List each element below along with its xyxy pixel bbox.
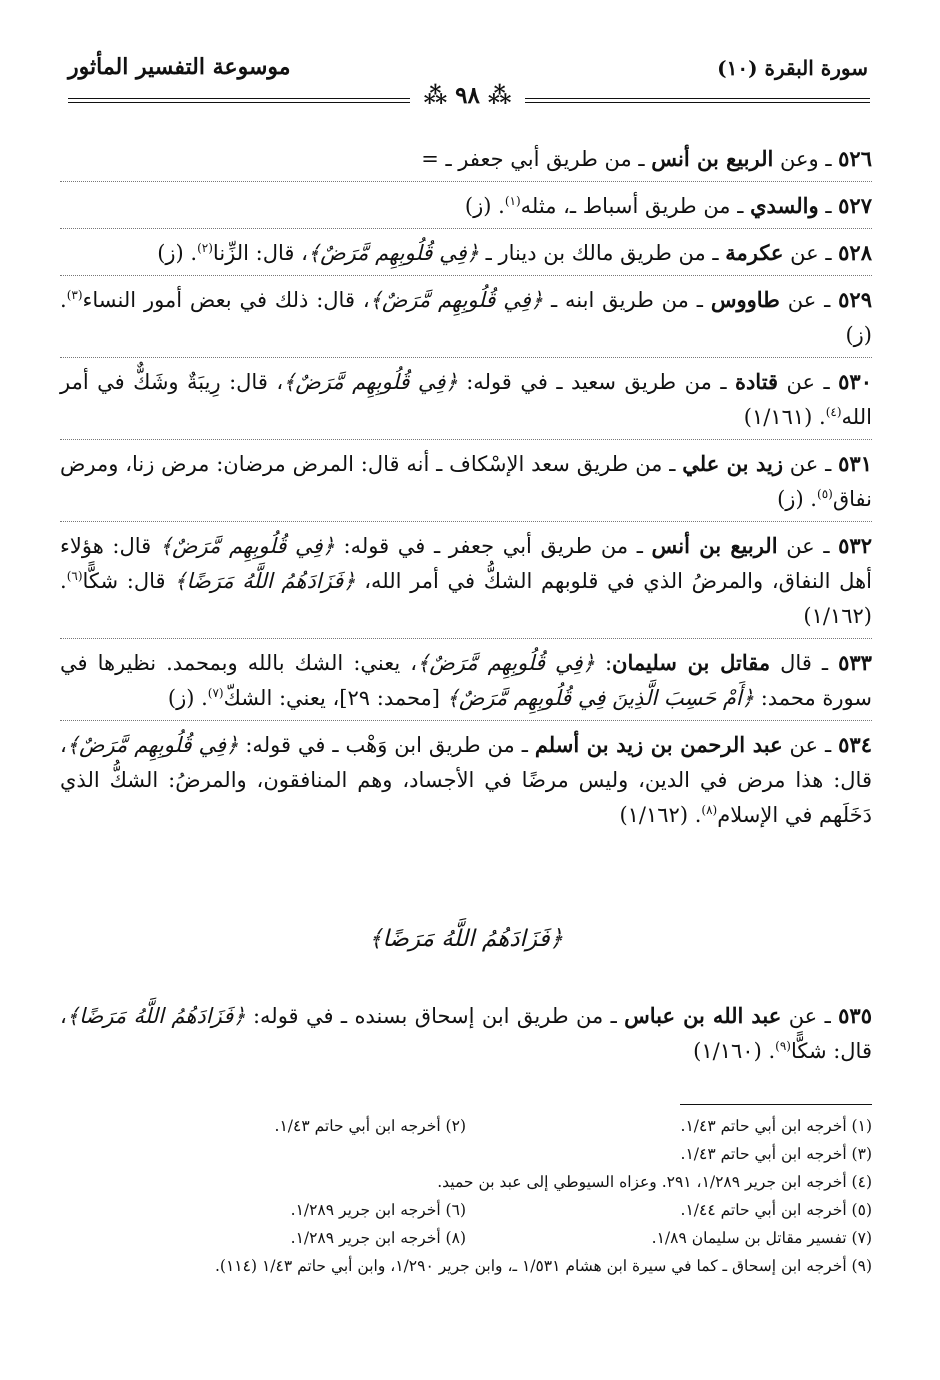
entry-text: ـ من طريق سعد الإسْكاف ـ أنه قال: المرض مرضان: مرض زنا، ومرض نفاق xyxy=(60,452,872,511)
entry-text: ـ من طريق سعيد ـ في قوله: xyxy=(457,370,735,394)
book-title: موسوعة التفسير المأثور xyxy=(68,54,291,80)
entry-source: . (١/١٦٢) xyxy=(619,803,702,827)
entry-text: : xyxy=(594,651,613,675)
entry-text: ـ عن xyxy=(779,288,839,312)
entry-text: ، قال: هذا مرض في الدين، وليس مرضًا في الأجساد، وهم المنافقون، والمرضُ: الشكُّ الذي دَخَلَهم في الإسلام xyxy=(60,733,872,827)
footnote-row xyxy=(60,1196,872,1224)
entry-text: ، قال: الزِّنا xyxy=(212,241,308,265)
footnote-8: (٨) أخرجه ابن جرير ١/٢٨٩. xyxy=(290,1229,466,1247)
quran-verse: ﴿فِي قُلُوبِهِم مَّرَضٌ﴾ xyxy=(159,534,335,558)
entry-source: . (١/١٦١) xyxy=(743,405,826,429)
surah-title: سورة البقرة (١٠) xyxy=(717,56,868,80)
entry-534 xyxy=(60,721,872,837)
entry-source: . (ز) xyxy=(60,288,872,347)
footnote-row xyxy=(60,1112,872,1140)
entry-529 xyxy=(60,276,872,358)
entry-text: ـ عن xyxy=(782,452,839,476)
narrator-name: طاووس xyxy=(710,287,780,312)
entry-text: ـ من طريق مالك بن دينار ـ xyxy=(478,241,726,265)
entry-text: ـ من طريق ابنه ـ xyxy=(543,288,711,312)
section-verse-heading: ﴿فَزَادَهُمُ اللَّهُ مَرَضًا﴾ xyxy=(368,926,564,952)
narrator-name: زيد بن علي xyxy=(682,451,783,476)
entry-text: ، قال: ذلك في بعض أمور النساء xyxy=(82,288,370,312)
quran-verse: ﴿فِي قُلُوبِهِم مَّرَضٌ﴾ xyxy=(417,651,595,675)
entry-text: قال: شكًّا xyxy=(82,569,175,593)
entry-text: ـ عن xyxy=(778,370,839,394)
footnote-1: (١) أخرجه ابن أبي حاتم ١/٤٣. xyxy=(680,1117,872,1135)
quran-verse: ﴿أَمْ حَسِبَ الَّذِينَ فِي قُلُوبِهِم مَّرَضٌ﴾ xyxy=(446,686,755,710)
footnote-separator xyxy=(680,1104,872,1105)
footnote-row xyxy=(60,1140,872,1168)
quran-verse: ﴿فِي قُلُوبِهِم مَّرَضٌ﴾ xyxy=(283,370,458,394)
narrator-name: الربيع بن أنس xyxy=(651,533,778,558)
footnote-4: (٤) أخرجه ابن جرير ١/٢٨٩، ٢٩١. وعزاه السيوطي إلى عبد بن حميد. xyxy=(437,1173,872,1191)
entry-text: ـ من طريق أبي جعفر ـ في قوله: xyxy=(334,534,652,558)
header-rule-left xyxy=(68,98,410,103)
entry-number: ٥٣٤ xyxy=(838,732,872,757)
footnote-row xyxy=(60,1252,872,1280)
entry-530 xyxy=(60,358,872,440)
footnote-3: (٣) أخرجه ابن أبي حاتم ١/٤٣. xyxy=(680,1145,872,1163)
narrator-name: عبد الرحمن بن زيد بن أسلم xyxy=(534,732,783,757)
entry-number: ٥٣٢ xyxy=(838,533,872,558)
entry-text: ـ من طريق أسباط ـ، مثله xyxy=(520,194,751,218)
quran-verse: ﴿فَزَادَهُمُ اللَّهُ مَرَضًا﴾ xyxy=(66,1004,246,1028)
narrator-name: قتادة xyxy=(734,369,779,394)
footnote-9: (٩) أخرجه ابن إسحاق ـ كما في سيرة ابن هشام ١/٥٣١ ـ، وابن جرير ١/٢٩٠، وابن أبي حاتم ١/٤٣ (١١٤). xyxy=(215,1257,872,1275)
footnote-ref: (٢) xyxy=(197,241,213,255)
footnote-row xyxy=(60,1168,872,1196)
page-number: ⁂ ٩٨ ⁂ xyxy=(423,82,512,109)
entry-text: ـ عن xyxy=(782,733,839,757)
entry-number: ٥٣٥ xyxy=(838,1003,872,1028)
entry-text: ، قال: شكًّا xyxy=(60,1004,872,1063)
entry-number: ٥٢٦ xyxy=(838,146,872,171)
entry-text: ـ عن xyxy=(783,241,839,265)
entry-source: . (ز) xyxy=(157,241,198,265)
narrator-name: والسدي xyxy=(750,193,819,218)
entry-527 xyxy=(60,182,872,229)
entry-text: ـ وعن xyxy=(773,147,839,171)
footnote-5: (٥) أخرجه ابن أبي حاتم ١/٤٤. xyxy=(680,1201,872,1219)
footnote-ref: (٧) xyxy=(207,686,224,700)
footnote-ref: (٥) xyxy=(817,487,833,501)
entry-source: . (ز) xyxy=(167,686,208,710)
narrator-name: عبد الله بن عباس xyxy=(624,1003,782,1028)
footnote-7: (٧) تفسير مقاتل بن سليمان ١/٨٩. xyxy=(651,1229,872,1247)
header-rule-right xyxy=(525,98,870,103)
entry-text: ـ عن xyxy=(781,1004,839,1028)
entry-source: . (١/١٦٠) xyxy=(693,1039,776,1063)
entry-text: [محمد: ٢٩]، يعني: الشكّ xyxy=(223,686,447,710)
entry-number: ٥٢٨ xyxy=(838,240,872,265)
entry-number: ٥٣٣ xyxy=(838,650,872,675)
entry-text: ـ عن xyxy=(777,534,839,558)
footnote-ref: (٦) xyxy=(66,569,83,583)
entry-number: ٥٣٠ xyxy=(838,369,872,394)
quran-verse: ﴿فِي قُلُوبِهِم مَّرَضٌ﴾ xyxy=(66,733,239,757)
footnote-ref: (٩) xyxy=(775,1039,791,1053)
entry-text: ، قال: رِيبَةٌ وشَكٌّ في أمر الله xyxy=(60,370,872,429)
entries-list xyxy=(60,135,872,837)
entry-text: ـ xyxy=(818,194,839,218)
entry-531 xyxy=(60,440,872,522)
narrator-name: الربيع بن أنس xyxy=(651,146,774,171)
entry-number: ٥٢٩ xyxy=(838,287,872,312)
entry-source: . (ز) xyxy=(777,487,817,511)
entry-text: ـ قال xyxy=(770,651,839,675)
entry-source: . (ز) xyxy=(464,194,505,218)
entry-528 xyxy=(60,229,872,276)
narrator-name: عكرمة xyxy=(725,240,784,265)
entry-526 xyxy=(60,135,872,182)
footnote-ref: (٤) xyxy=(825,405,842,419)
footnotes xyxy=(60,1112,872,1280)
quran-verse: ﴿فَزَادَهُمُ اللَّهُ مَرَضًا﴾ xyxy=(174,569,356,593)
entry-535 xyxy=(60,998,872,1069)
footnote-row xyxy=(60,1224,872,1252)
entry-text: ـ من طريق ابن إسحاق بسنده ـ في قوله: xyxy=(245,1004,625,1028)
entry-text: ـ من طريق أبي جعفر ـ = xyxy=(421,147,652,171)
entry-532 xyxy=(60,522,872,639)
footnote-2: (٢) أخرجه ابن أبي حاتم ١/٤٣. xyxy=(274,1117,466,1135)
footnote-ref: (٨) xyxy=(701,803,718,817)
entry-source: . (١/١٦٢) xyxy=(60,569,872,628)
footnote-ref: (٣) xyxy=(66,288,83,302)
quran-verse: ﴿فِي قُلُوبِهِم مَّرَضٌ﴾ xyxy=(369,288,544,312)
entry-number: ٥٣١ xyxy=(838,451,872,476)
entry-text: ـ من طريق ابن وَهْب ـ في قوله: xyxy=(238,733,535,757)
footnote-6: (٦) أخرجه ابن جرير ١/٢٨٩. xyxy=(290,1201,466,1219)
entry-text: قال: هؤلاء أهل النفاق، والمرضُ الذي في قلوبهم الشكُّ في أمر الله، xyxy=(60,534,872,593)
entry-text: ، يعني: الشك بالله وبمحمد. نظيرها في سورة محمد: xyxy=(60,651,872,710)
quran-verse: ﴿فِي قُلُوبِهِم مَّرَضٌ﴾ xyxy=(307,241,479,265)
entry-533 xyxy=(60,639,872,721)
page-number-value: ٩٨ xyxy=(455,82,480,109)
footnote-ref: (١) xyxy=(504,194,521,208)
narrator-name: مقاتل بن سليمان xyxy=(612,650,771,675)
entry-number: ٥٢٧ xyxy=(838,193,872,218)
